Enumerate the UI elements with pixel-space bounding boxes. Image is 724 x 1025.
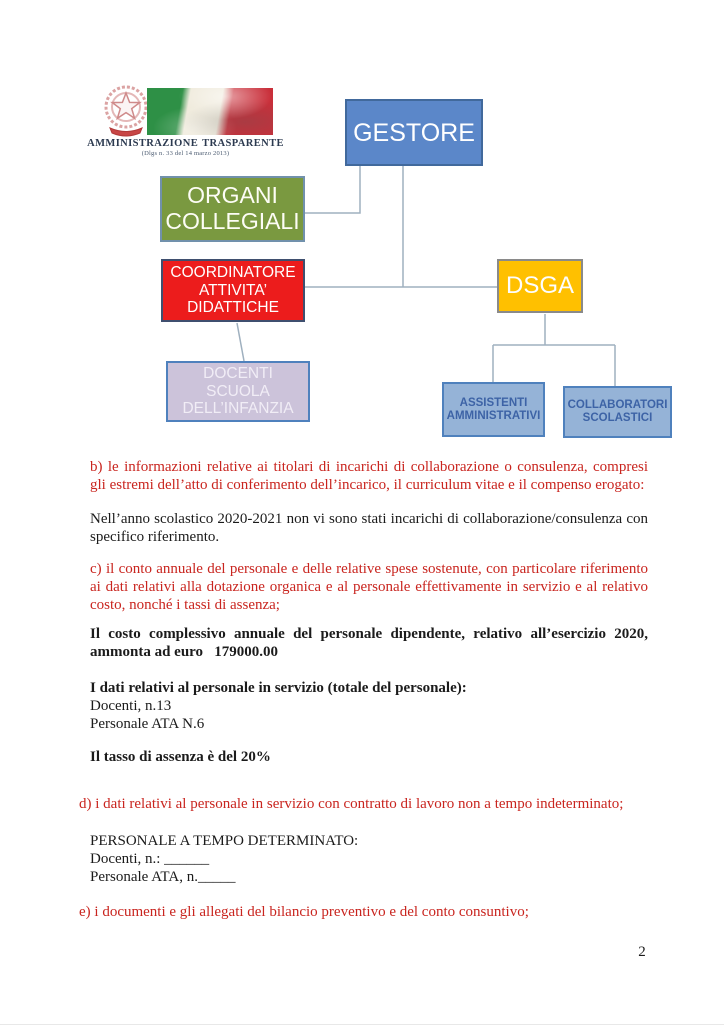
dati-personale-header: I dati relativi al personale in servizio (totale del personale): <box>90 680 467 696</box>
org-node-dsga-label: DSGA <box>505 271 574 299</box>
logo-title-right: TRASPARENTE <box>202 138 284 149</box>
org-node-collaboratori <box>563 386 672 438</box>
logo-title-left: AMMINISTRAZIONE <box>87 138 199 149</box>
org-node-coordinatore <box>161 259 305 322</box>
docenti-blank-line: Docenti, n.: ______ <box>90 851 210 867</box>
personale-ata-blank-line: Personale ATA, n._____ <box>90 869 236 885</box>
amministrazione-trasparente-logo <box>87 76 284 160</box>
org-node-dsga <box>497 259 583 313</box>
costo-line1: Il costo complessivo annuale del personale dipendente, relativo all’esercizio 2020, <box>90 626 648 642</box>
org-node-assistenti <box>442 382 545 437</box>
paragraph-e: e) i documenti e gli allegati del bilancio preventivo e del conto consuntivo; <box>79 904 529 920</box>
paragraph-b: b) le informazioni relative ai titolari di incarichi di collaborazione o consulenza, compresi gli estremi dell’atto di conferimento dell’incarico, il curriculum vitae e il compenso erogato: <box>90 459 648 493</box>
tempo-determinato-header: PERSONALE A TEMPO DETERMINATO: <box>90 833 359 849</box>
italy-emblem-icon <box>100 80 152 140</box>
paragraph-d: d) i dati relativi al personale in servizio con contratto di lavoro non a tempo indeterminato; <box>79 796 624 812</box>
org-node-organi-collegiali <box>160 176 305 242</box>
connector-coordinatore-docenti <box>237 323 244 361</box>
paragraph-costo <box>90 625 648 661</box>
page-number: 2 <box>638 944 646 960</box>
org-node-gestore <box>345 99 483 166</box>
costo-line2: ammonta ad euro 179000.00 <box>90 644 279 660</box>
document-body <box>79 458 648 921</box>
org-node-collaboratori-label: COLLABORATORI SCOLASTICI <box>567 399 668 424</box>
org-node-assistenti-label: ASSISTENTI AMMINISTRATIVI <box>446 396 541 422</box>
personale-ata-count: Personale ATA N.6 <box>90 716 205 732</box>
connector-gestore-organi <box>305 166 360 213</box>
org-node-docenti-label: DOCENTI SCUOLA DELL’INFANZIA <box>182 365 294 418</box>
italy-flag-image <box>147 88 273 135</box>
org-node-organi-label: ORGANI COLLEGIALI <box>165 182 300 234</box>
paragraph-c: c) il conto annuale del personale e delle relative spese sostenute, con particolare riferimento ai dati relativi alla dotazione organica e al personale effettivamente in servizio e al relativo costo, nonché i tassi di assenza; <box>90 561 648 613</box>
org-node-docenti-infanzia <box>166 361 310 422</box>
logo-subtitle: (Dlgs n. 33 del 14 marzo 2013) <box>141 150 230 157</box>
paragraph-anno-scolastico: Nell’anno scolastico 2020-2021 non vi sono stati incarichi di collaborazione/consulenza con specifico riferimento. <box>90 511 648 545</box>
org-node-gestore-label: GESTORE <box>353 118 475 147</box>
tasso-assenza: Il tasso di assenza è del 20% <box>90 749 271 765</box>
org-node-coordinatore-label: COORDINATORE ATTIVITA’ DIDATTICHE <box>170 264 296 317</box>
docenti-count: Docenti, n.13 <box>90 698 172 714</box>
logo-title <box>87 138 284 149</box>
